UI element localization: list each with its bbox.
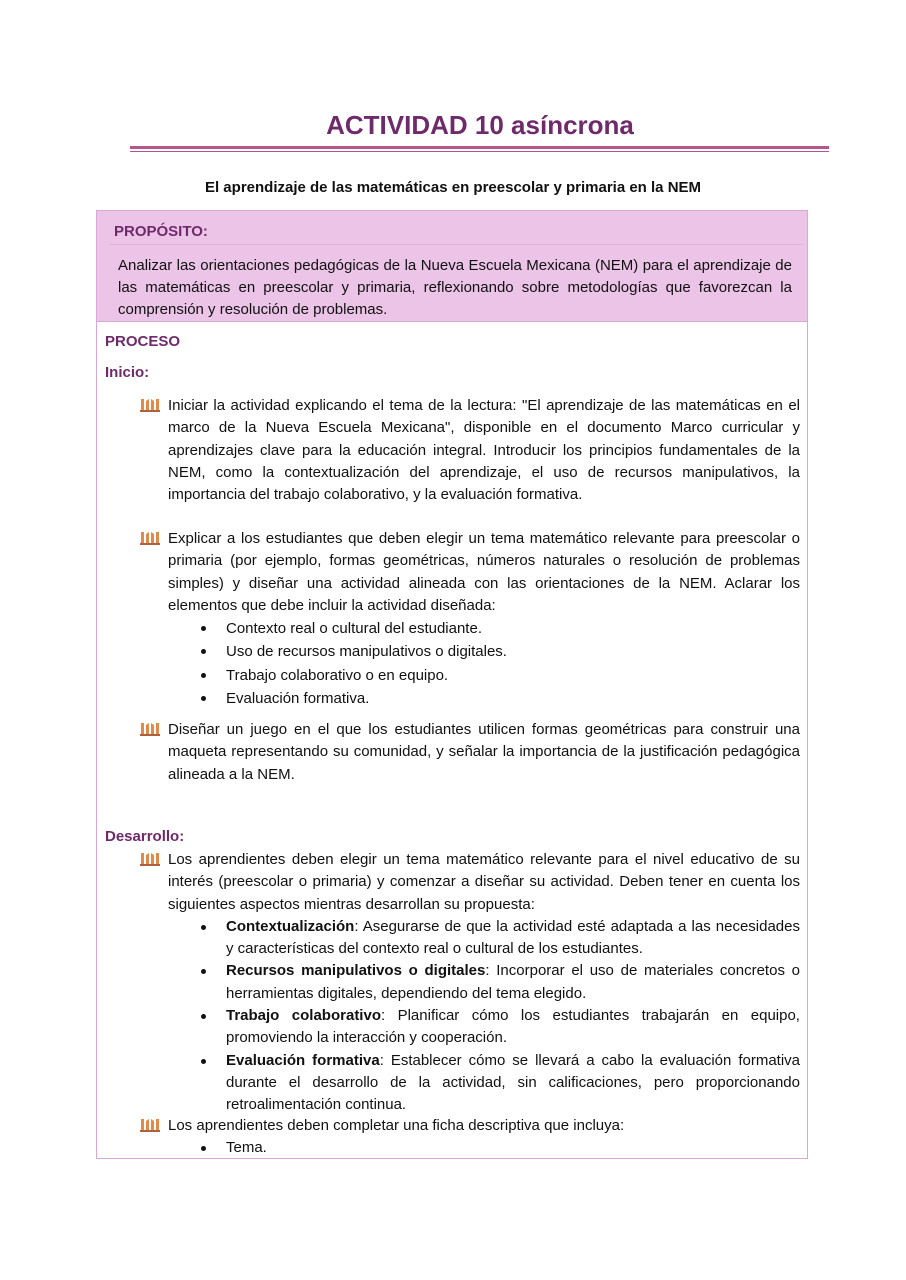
desarrollo-item bbox=[168, 849, 800, 1117]
aspect-term: Contextualización bbox=[226, 917, 355, 935]
purpose-label: PROPÓSITO: bbox=[114, 223, 208, 240]
desarrollo-heading: Desarrollo: bbox=[105, 828, 185, 845]
activity-box bbox=[96, 210, 808, 1159]
inicio-item-text: Iniciar la actividad explicando el tema de la lectura: "El aprendizaje de las matemáticas en el marco de la Nueva Escuela Mexicana", disponible en el documento Marco curricular y aprendizajes clave para la educación integral. Introducir los principios fundamentales de la NEM, como la contextualización del aprendizaje, el uso de recursos manipulativos, la importancia del trabajo colaborativo, y la evaluación formativa. bbox=[168, 397, 800, 504]
purpose-text: Analizar las orientaciones pedagógicas de la Nueva Escuela Mexicana (NEM) para el aprendizaje de las matemáticas en preescolar y primaria, reflexionando sobre metodologías que favorezcan la comprensión y resolución de problemas. bbox=[118, 257, 792, 318]
purpose-section bbox=[97, 211, 807, 322]
aspect-text: : Asegurarse de que la actividad esté adaptada a las necesidades y características del contexto real o cultural de los estudiantes. bbox=[226, 917, 800, 958]
aspect-text: : Incorporar el uso de materiales concretos o herramientas digitales, dependiendo del tema elegido. bbox=[226, 962, 800, 1002]
book-bullet-icon bbox=[140, 852, 160, 866]
ficha-list bbox=[168, 1137, 800, 1159]
title-divider-thin bbox=[130, 151, 829, 152]
aspects-list bbox=[168, 916, 800, 1117]
aspect-term: Trabajo colaborativo bbox=[226, 1007, 381, 1025]
inicio-item bbox=[168, 719, 800, 786]
list-item bbox=[168, 1005, 800, 1050]
process-heading: PROCESO bbox=[105, 333, 181, 350]
book-bullet-icon bbox=[140, 398, 160, 412]
list-item bbox=[168, 916, 800, 961]
inicio-item-text: Explicar a los estudiantes que deben elegir un tema matemático relevante para preescolar o primaria (por ejemplo, formas geométricas, números naturales o resolución de problemas simples) y diseñar una actividad alineada con las orientaciones de la NEM. Aclarar los elementos que debe incluir la actividad diseñada: bbox=[168, 530, 800, 614]
activity-elements-list bbox=[168, 617, 800, 710]
book-bullet-icon bbox=[140, 531, 160, 545]
aspect-term: Evaluación formativa bbox=[226, 1051, 380, 1069]
aspect-text: : Establecer cómo se llevará a cabo la evaluación formativa durante el desarrollo de la actividad, sin calificaciones, pero proporcionando retroalimentación continua. bbox=[226, 1051, 801, 1114]
list-item bbox=[168, 960, 800, 1005]
inicio-heading: Inicio: bbox=[105, 364, 150, 381]
aspect-text: : Planificar cómo los estudiantes trabajarán en equipo, promoviendo la interacción y cooperación. bbox=[226, 1007, 800, 1047]
list-item: Tema. bbox=[168, 1137, 800, 1159]
inicio-item bbox=[168, 395, 800, 506]
book-bullet-icon bbox=[140, 722, 160, 736]
title-divider bbox=[130, 146, 829, 149]
list-item: Trabajo colaborativo o en equipo. bbox=[168, 664, 800, 687]
desarrollo-item-text: Los aprendientes deben completar una ficha descriptiva que incluya: bbox=[168, 1117, 625, 1134]
inicio-item-text: Diseñar un juego en el que los estudiantes utilicen formas geométricas para construir una maqueta representando su comunidad, y señalar la importancia de la justificación pedagógica alineada a la NEM. bbox=[168, 721, 800, 783]
desarrollo-item bbox=[168, 1115, 800, 1160]
list-item: Contexto real o cultural del estudiante. bbox=[168, 617, 800, 640]
aspect-term: Recursos manipulativos o digitales bbox=[226, 962, 486, 980]
list-item: Evaluación formativa. bbox=[168, 687, 800, 710]
document-subtitle: El aprendizaje de las matemáticas en preescolar y primaria en la NEM bbox=[204, 179, 702, 196]
book-bullet-icon bbox=[140, 1118, 160, 1132]
purpose-divider bbox=[109, 244, 803, 245]
desarrollo-item-text: Los aprendientes deben elegir un tema matemático relevante para el nivel educativo de su interés (preescolar o primaria) y comenzar a diseñar su actividad. Deben tener en cuenta los siguientes aspectos mientras desarrollan su propuesta: bbox=[168, 851, 800, 913]
list-item: Uso de recursos manipulativos o digitales. bbox=[168, 640, 800, 663]
page-title: ACTIVIDAD 10 asíncrona bbox=[326, 110, 634, 140]
list-item bbox=[168, 1050, 800, 1117]
inicio-item bbox=[168, 528, 800, 710]
